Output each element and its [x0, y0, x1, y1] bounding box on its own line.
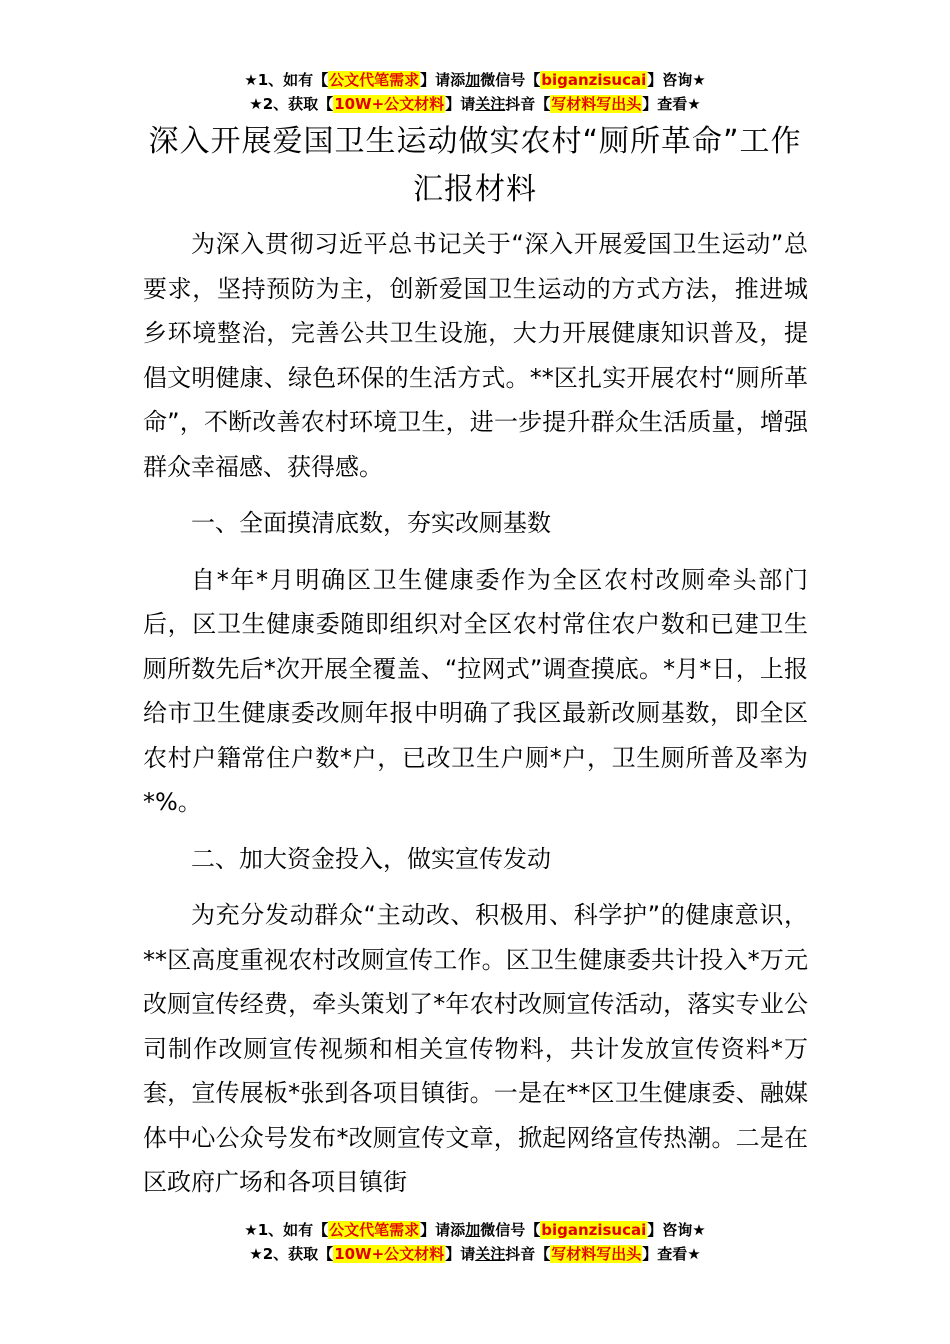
highlight-douyin: 写材料写出头 [551, 1245, 642, 1263]
section-2-heading: 二、加大资金投入，做实宣传发动 [191, 844, 551, 873]
highlight-wechat-id: biganzisucai [541, 1221, 647, 1239]
document-body [143, 222, 808, 1205]
banner-line-1: ★1、如有【公文代笔需求】请添加微信号【biganzisucai】咨询★ [244, 71, 706, 89]
banner-line-2: ★2、获取【10W+公文材料】请关注抖音【写材料写出头】查看★ [249, 1245, 701, 1263]
bottom-banner [0, 1218, 950, 1266]
highlight-materials: 10W+公文材料 [334, 95, 445, 113]
top-banner [0, 68, 950, 116]
section-1-paragraph: 自*年*月明确区卫生健康委作为全区农村改厕牵头部门后，区卫生健康委随即组织对全区农村常住农户数和已建卫生厕所数先后*次开展全覆盖、“拉网式”调查摸底。*月*日，上报给市卫生健康委改厕年报中明确了我区最新改厕基数，即全区农村户籍常住户数*户，已改卫生户厕*户，卫生厕所普及率为*%。 [143, 565, 808, 816]
intro-paragraph: 为深入贯彻习近平总书记关于“深入开展爱国卫生运动”总要求，坚持预防为主，创新爱国卫生运动的方式方法，推进城乡环境整治，完善公共卫生设施，大力开展健康知识普及，提倡文明健康、绿色环保的生活方式。**区扎实开展农村“厕所革命”，不断改善农村环境卫生，进一步提升群众生活质量，增强群众幸福感、获得感。 [143, 230, 808, 481]
highlight-douyin: 写材料写出头 [551, 95, 642, 113]
section-1-heading: 一、全面摸清底数，夯实改厕基数 [191, 509, 551, 537]
highlight-service: 公文代笔需求 [329, 71, 420, 89]
document-title: 深入开展爱国卫生运动做实农村“厕所革命”工作汇报材料 [148, 124, 802, 207]
highlight-materials: 10W+公文材料 [334, 1245, 445, 1263]
highlight-wechat-id: biganzisucai [541, 71, 647, 89]
banner-line-1: ★1、如有【公文代笔需求】请添加微信号【biganzisucai】咨询★ [244, 1221, 706, 1239]
section-2-paragraph: 为充分发动群众“主动改、积极用、科学护”的健康意识，**区高度重视农村改厕宣传工作。区卫生健康委共计投入*万元改厕宣传经费，牵头策划了*年农村改厕宣传活动，落实专业公司制作改厕宣传视频和相关宣传物料，共计发放宣传资料*万套，宣传展板*张到各项目镇街。一是在**区卫生健康委、融媒体中心公众号发布*改厕宣传文章，掀起网络宣传热潮。二是在区政府广场和各项目镇街 [143, 901, 808, 1196]
highlight-service: 公文代笔需求 [329, 1221, 420, 1239]
banner-line-2: ★2、获取【10W+公文材料】请关注抖音【写材料写出头】查看★ [249, 95, 701, 113]
